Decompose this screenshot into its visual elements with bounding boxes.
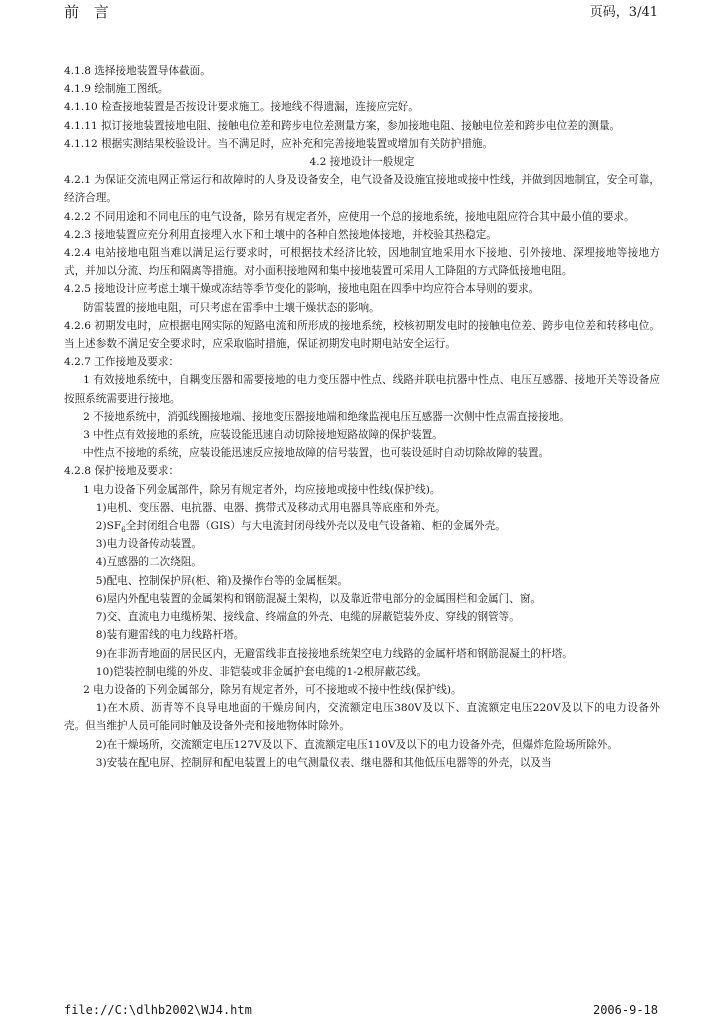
paragraph: 1)在木质、沥青等不良导电地面的干燥房间内，交流额定电压380V及以下、直流额定电压220V及以下的电力设备外壳。但当维护人员可能同时触及设备外壳和接地物体时除外。 — [64, 702, 660, 733]
file-path: file://C:\dlhb2002\WJ4.htm — [64, 1003, 252, 1017]
paragraph: 3 中性点有效接地的系统，应装设能迅速自动切除接地短路故障的保护装置。 — [83, 429, 443, 442]
paragraph: 4.2.6 初期发电时，应根据电网实际的短路电流和所形成的接地系统，校核初期发电时的接触电位差、跨步电位差和转移电位。当上述参数不满足安全要求时，应采取临时措施，保证初期发电时期电站安全运行。 — [64, 319, 660, 351]
paragraph: $2)SF_6$全封闭组合电器（GIS）与大电流封闭母线外壳以及电气设备箱、柜的金属外壳。 — [95, 520, 506, 535]
paragraph: 4)互感器的二次绕阻。 — [95, 556, 203, 569]
paragraph: 3)电力设备传动装置。 — [95, 538, 203, 551]
print-date: 2006-9-18 — [592, 1003, 658, 1017]
paragraph: 1 有效接地系统中，自耦变压器和需要接地的电力变压器中性点、线路并联电抗器中性点、电压互感器、接地开关等设备应按照系统需要进行接地。 — [64, 374, 660, 405]
page-footer — [64, 1003, 658, 1021]
paragraph: 9)在非沥青地面的居民区内，无避雷线非直接接地系统架空电力线路的金属杆塔和钢筋混凝土的杆塔。 — [95, 647, 573, 660]
paragraph: 6)屋内外配电装置的金属架构和钢筋混凝土架构，以及靠近带电部分的金属围栏和金属门、窗。 — [95, 592, 542, 605]
paragraph: 3)安装在配电屏、控制屏和配电装置上的电气测量仪表、继电器和其他低压电器等的外壳，以及当 — [95, 756, 552, 769]
page-number: 页码，3/41 — [589, 5, 658, 20]
paragraph: 防雷装置的接地电阻，可只考虑在雷季中土壤干燥状态的影响。 — [83, 301, 380, 314]
paragraph: 4.2.8 保护接地及要求： — [64, 465, 180, 478]
paragraph: 7)交、直流电力电缆桥架、接线盒、终端盒的外壳、电缆的屏蔽铠装外皮、穿线的钢管等。 — [95, 611, 520, 624]
paragraph: 2 电力设备的下列金属部分，除另有规定者外，可不接地或不接中性线(保护线)。 — [83, 683, 462, 696]
paragraph: 2)在干燥场所，交流额定电压127V及以下、直流额定电压110V及以下的电力设备外壳，但爆炸危险场所除外。 — [95, 738, 618, 751]
section-title: 前 言 — [64, 3, 114, 21]
paragraph: 4.1.12 根据实测结果校验设计。当不满足时，应补充和完善接地装置或增加有关防护措施。 — [64, 137, 494, 150]
paragraph: 4.2.2 不同用途和不同电压的电气设备，除另有规定者外，应使用一个总的接地系统，接地电阻应符合其中最小值的要求。 — [64, 210, 635, 223]
paragraph: 4.2.7 工作接地及要求： — [64, 356, 180, 369]
paragraph: 4.2.4 电站接地电阻当难以满足运行要求时，可根据技术经济比较，因地制宜地采用水下接地、引外接地、深埋接地等接地方式，并加以分流、均压和隔离等措施。对小面积接地网和集中接地装置可采用人工降阻的方式降低接地电阻。 — [64, 247, 660, 278]
paragraph: 10)铠装控制电缆的外皮、非铠装或非金属护套电缆的1-2根屏蔽芯线。 — [95, 665, 428, 678]
paragraph: 4.2.5 接地设计应考虑土壤干燥或冻结等季节变化的影响，接地电阻在四季中均应符合本导则的要求。 — [64, 283, 540, 296]
paragraph: 2 不接地系统中，消弧线圈接地端、接地变压器接地端和绝缘监视电压互感器一次侧中性点需直接接地。 — [83, 410, 570, 423]
paragraph: 4.1.9 绘制施工图纸。 — [64, 83, 169, 96]
paragraph: 4.1.11 拟订接地装置接地电阻、接触电位差和跨步电位差测量方案，参加接地电阻、接触电位差和跨步电位差的测量。 — [64, 119, 621, 132]
document-body — [64, 62, 660, 772]
paragraph: 4.2.3 接地装置应充分利用直接埋入水下和土壤中的各种自然接地体接地，并校验其热稳定。 — [64, 228, 497, 241]
paragraph: 4.1.10 检查接地装置是否按设计要求施工。接地线不得遗漏，连接应完好。 — [64, 101, 419, 114]
paragraph: 4.1.8 选择接地装置导体截面。 — [64, 65, 211, 77]
paragraph: 4.2 接地设计一般规定 — [309, 156, 415, 169]
paragraph: 8)装有避雷线的电力线路杆塔。 — [95, 629, 245, 642]
paragraph: 4.2.1 为保证交流电网正常运行和故障时的人身及设备安全，电气设备及设施宜接地或接中性线，并做到因地制宜，安全可靠，经济合理。 — [64, 174, 660, 205]
page-header — [64, 0, 658, 24]
paragraph: 5)配电、控制保护屏(柜、箱)及操作台等的金属框架。 — [95, 574, 348, 587]
paragraph: 1 电力设备下列金属部件，除另有规定者外，均应接地或接中性线(保护线)。 — [83, 483, 441, 496]
paragraph: 1)电机、变压器、电抗器、电器、携带式及移动式用电器具等底座和外壳。 — [95, 501, 446, 514]
paragraph: 中性点不接地的系统，应装设能迅速反应接地故障的信号装置，也可装设延时自动切除故障的装置。 — [83, 447, 550, 460]
